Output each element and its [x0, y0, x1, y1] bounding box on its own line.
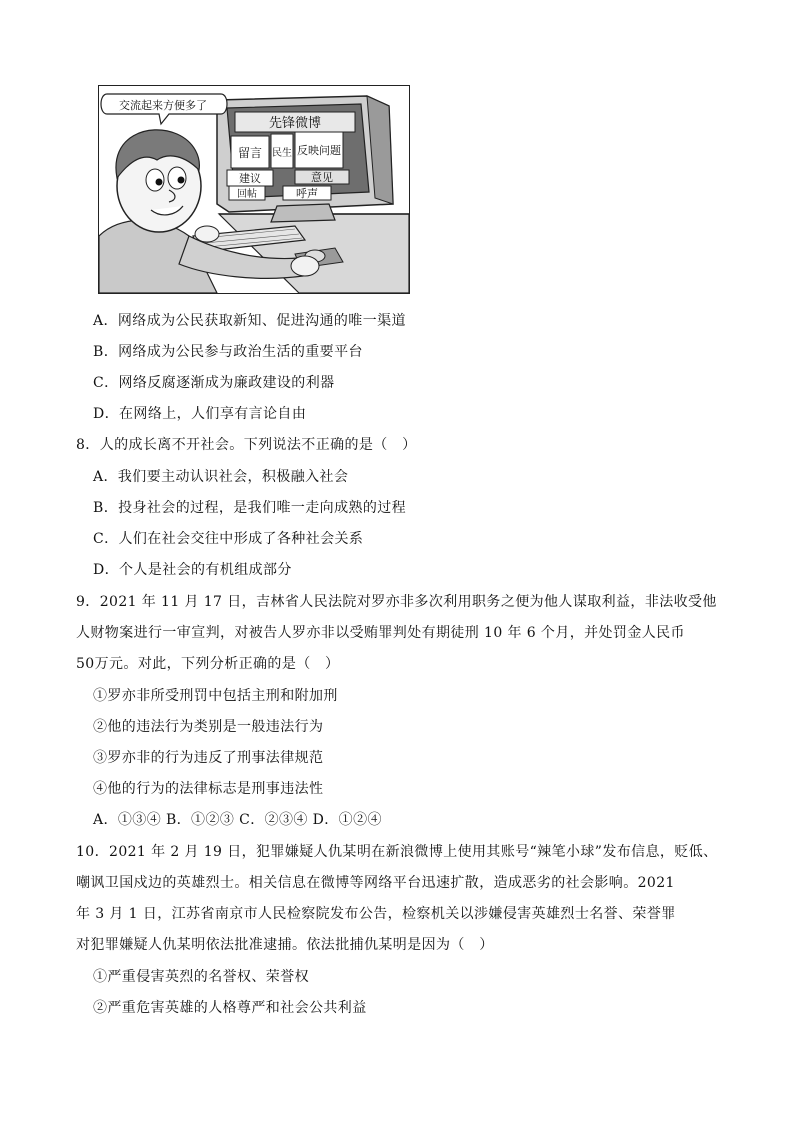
q9-statement-3: ③罗亦非的行为违反了刑事法律规范: [93, 750, 324, 766]
q8-option-b: B．投身社会的过程，是我们唯一走向成熟的过程: [93, 500, 407, 516]
note-husheng: 呼声: [296, 187, 318, 200]
note-fanying: 反映问题: [297, 144, 341, 157]
q8-option-c: C．人们在社会交往中形成了各种社会关系: [93, 531, 364, 547]
note-minsheng: 民生: [272, 148, 292, 159]
q9-stem-line-3: 50万元。对此，下列分析正确的是（ ）: [76, 656, 340, 672]
q10-statement-1: ①严重侵害英烈的名誉权、荣誉权: [93, 969, 309, 985]
q10-stem-line-2: 嘲讽卫国戍边的英雄烈士。相关信息在微博等网络平台迅速扩散，造成恶劣的社会影响。2021: [76, 875, 675, 891]
note-yijian: 意见: [311, 171, 333, 184]
q10-statement-2: ②严重危害英雄的人格尊严和社会公共利益: [93, 1000, 367, 1016]
q7-option-b: B．网络成为公民参与政治生活的重要平台: [93, 344, 363, 360]
q9-stem-line-2: 人财物案进行一审宣判，对被告人罗亦非以受贿罪判处有期徒刑 10 年 6 个月，并处罚金人民币: [76, 625, 685, 641]
q7-option-c: C．网络反腐逐渐成为廉政建设的利器: [93, 375, 335, 391]
q9-statement-1: ①罗亦非所受刑罚中包括主刑和附加刑: [93, 688, 338, 704]
q10-stem-line-4: 对犯罪嫌疑人仇某明依法批准逮捕。依法批捕仇某明是因为（ ）: [76, 937, 494, 953]
q8-option-a: A．我们要主动认识社会，积极融入社会: [93, 469, 349, 485]
q9-stem-line-1: 9．2021 年 11 月 17 日，吉林省人民法院对罗亦非多次利用职务之便为他人谋取利益，非法收受他: [76, 594, 717, 610]
q10-stem-line-3: 年 3 月 1 日，江苏省南京市人民检察院发布公告，检察机关以涉嫌侵害英雄烈士名誉、荣誉罪: [76, 906, 676, 922]
note-jianyi: 建议: [239, 172, 261, 185]
speech-bubble-text: 交流起来方便多了: [119, 99, 207, 112]
note-huitie: 回帖: [237, 189, 257, 200]
q8-stem: 8．人的成长离不开社会。下列说法不正确的是（ ）: [76, 437, 417, 453]
q10-stem-line-1: 10．2021 年 2 月 19 日，犯罪嫌疑人仇某明在新浪微博上使用其账号“辣笔小球”发布信息，贬低、: [76, 844, 718, 860]
screen-title: 先锋微博: [268, 116, 322, 131]
q8-option-d: D．个人是社会的有机组成部分: [93, 562, 292, 578]
cartoon-illustration: [98, 85, 410, 294]
note-liuyan: 留言: [237, 146, 263, 160]
cartoon-drawing: [99, 86, 409, 293]
q9-statement-2: ②他的违法行为类别是一般违法行为: [93, 719, 324, 735]
q7-option-a: A．网络成为公民获取新知、促进沟通的唯一渠道: [93, 313, 406, 329]
q9-answer-options: A．①③④ B．①②③ C．②③④ D．①②④: [93, 812, 382, 828]
q9-statement-4: ④他的行为的法律标志是刑事违法性: [93, 781, 324, 797]
q7-option-d: D．在网络上，人们享有言论自由: [93, 406, 307, 422]
